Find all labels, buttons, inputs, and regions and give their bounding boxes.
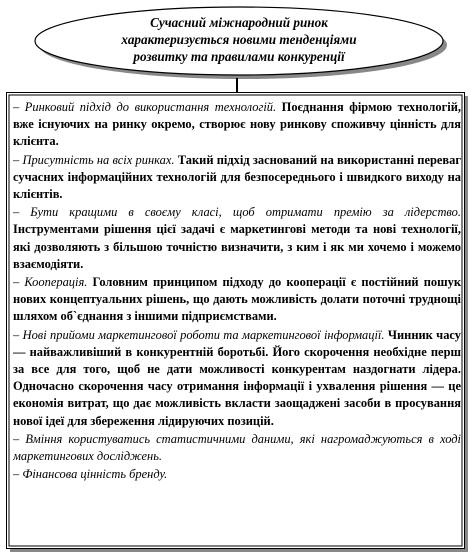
list-item [13,431,461,465]
item-text: Інструментами рішення цієї задачі є маркетингові методи та нові технології, які дозволяють з більшою точністю визначити, з ким і як ми хочемо і можемо взаємодіяти. [13,222,461,271]
item-title: – Присутність на всіх ринках. [13,152,175,167]
item-text: Головним принципом підходу до кооперації є постійний пошук нових концептуальних рішень, що дають можливість долати поточні труднощі шляхом об`єднання з іншими підприємствами. [13,275,461,324]
header-line-3: розвитку та правилами конкуренції [133,49,345,64]
header-oval [30,4,448,80]
item-title: – Вміння користуватись статистичними даними, які нагромаджуються в ході маркетингових досліджень. [13,431,461,464]
list-item [13,152,461,204]
header-text [30,14,448,65]
list-item [13,99,461,151]
item-title: – Кооперація. [13,275,88,290]
header-line-1: Сучасний міжнародний ринок [150,15,328,30]
header-line-2: характеризується новими тенденціями [121,32,357,47]
item-title: – Фінансова цінність бренду. [13,467,168,482]
item-text: Поєднання фірмою технологій, вже існуючих на ринку окремо, створює нову ринкову споживчу цінність для клієнта. [13,100,461,149]
item-text: Чинник часу — найважливіший в конкурентній боротьбі. Його скорочення необхідне перш за все для того, щоб не дати можливості конкурентам наздогнати лідера. Одночасно скорочення часу отримання інформації і ухвалення рішення — це економія витрат, що дає можливість вкласти заощаджені засоби в просування нової ідеї для збереження лідируючих позицій. [13,327,461,428]
connector-line [236,78,238,92]
content-box [6,92,470,554]
item-title: – Бути кращими в своєму класі, щоб отримати премію за лідерство. [13,205,461,220]
list-item [13,204,461,273]
item-text: Такий підхід заснований на використанні переваг сучасних інформаційних технологій для безпосереднього і швидкого виходу на клієнтів. [13,152,461,202]
item-title: – Нові прийоми маркетингової роботи та маркетингової інформації. [13,327,385,342]
item-title: – Ринковий підхід до використання технологій. [13,100,277,114]
list-item [13,274,461,326]
list-item [13,466,461,483]
list-item [13,327,461,430]
items-list [13,99,461,545]
